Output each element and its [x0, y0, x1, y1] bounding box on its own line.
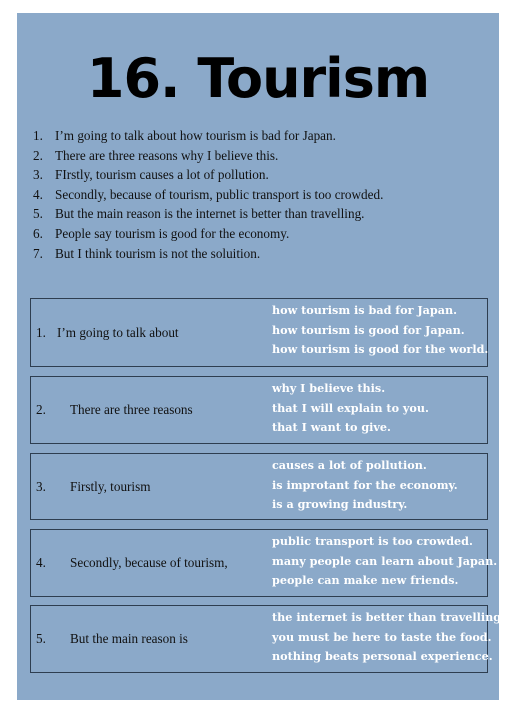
sentence-item [33, 126, 489, 146]
sentence-item [33, 224, 489, 244]
sentence-item [33, 204, 489, 224]
sentence-list [33, 126, 489, 263]
exercise-number: 5. [36, 631, 46, 646]
worksheet-page [17, 13, 505, 700]
exercise-option: you must be here to taste the food. [272, 629, 492, 644]
page-title: 16. Tourism [86, 47, 430, 110]
exercise-option: is a growing industry. [272, 497, 408, 511]
exercise-stem: I’m going to talk about [57, 324, 179, 340]
sentence-item [33, 165, 489, 185]
exercise-options [272, 532, 497, 591]
exercise-option: nothing beats personal experience. [272, 649, 493, 663]
exercise-option: how tourism is bad for Japan. [272, 303, 457, 317]
sentence-text: But the main reason is the internet is better than travelling. [55, 206, 365, 222]
sentence-number: 3. [33, 167, 43, 183]
sentence-item [33, 185, 489, 205]
sentence-text: There are three reasons why I believe this. [55, 147, 279, 163]
exercise-option: public transport is too crowded. [272, 534, 473, 548]
exercise-option: how tourism is good for the world. [272, 342, 489, 356]
sentence-item [33, 146, 489, 166]
exercise-box-3 [30, 453, 488, 520]
exercise-box-5 [30, 605, 505, 673]
exercise-options [272, 379, 429, 438]
exercise-number: 4. [36, 555, 46, 570]
exercise-option: that I will explain to you. [272, 400, 429, 415]
exercise-options [272, 608, 505, 667]
sentence-text: FIrstly, tourism causes a lot of pollution. [55, 167, 269, 183]
exercise-option: is improtant for the economy. [272, 477, 458, 492]
sentence-number: 6. [33, 225, 43, 241]
exercise-option: why I believe this. [272, 381, 386, 395]
exercise-option: many people can learn about Japan. [272, 553, 498, 568]
exercise-stem: There are three reasons [70, 402, 193, 417]
sentence-number: 5. [33, 206, 43, 222]
sentence-number: 1. [33, 128, 43, 143]
sentence-text: I’m going to talk about how tourism is bad for Japan. [55, 128, 336, 143]
exercise-stem: Firstly, tourism [70, 478, 151, 494]
exercise-option: the internet is better than travelling. [272, 610, 505, 624]
exercise-box-2 [30, 376, 488, 444]
sentence-text: But I think tourism is not the soluition. [55, 245, 261, 261]
exercise-option: how tourism is good for Japan. [272, 322, 465, 337]
exercise-box-4 [30, 529, 498, 597]
exercise-number: 1. [36, 324, 46, 340]
exercise-stem: Secondly, because of tourism, [70, 555, 228, 570]
exercise-option: that I want to give. [272, 420, 391, 434]
exercise-stem: But the main reason is [70, 631, 188, 646]
sentence-text: People say tourism is good for the economy. [55, 225, 290, 241]
sentence-item [33, 244, 489, 264]
exercise-option: causes a lot of pollution. [272, 458, 427, 472]
exercise-number: 3. [36, 478, 46, 494]
exercise-number: 2. [36, 402, 46, 417]
exercise-box-1 [30, 298, 488, 367]
exercise-option: people can make new friends. [272, 573, 459, 587]
sentence-text: Secondly, because of tourism, public transport is too crowded. [55, 186, 384, 202]
exercise-options [272, 301, 488, 360]
sentence-number: 2. [33, 147, 43, 163]
exercise-options [272, 456, 458, 515]
sentence-number: 4. [33, 186, 43, 202]
sentence-number: 7. [33, 245, 43, 261]
